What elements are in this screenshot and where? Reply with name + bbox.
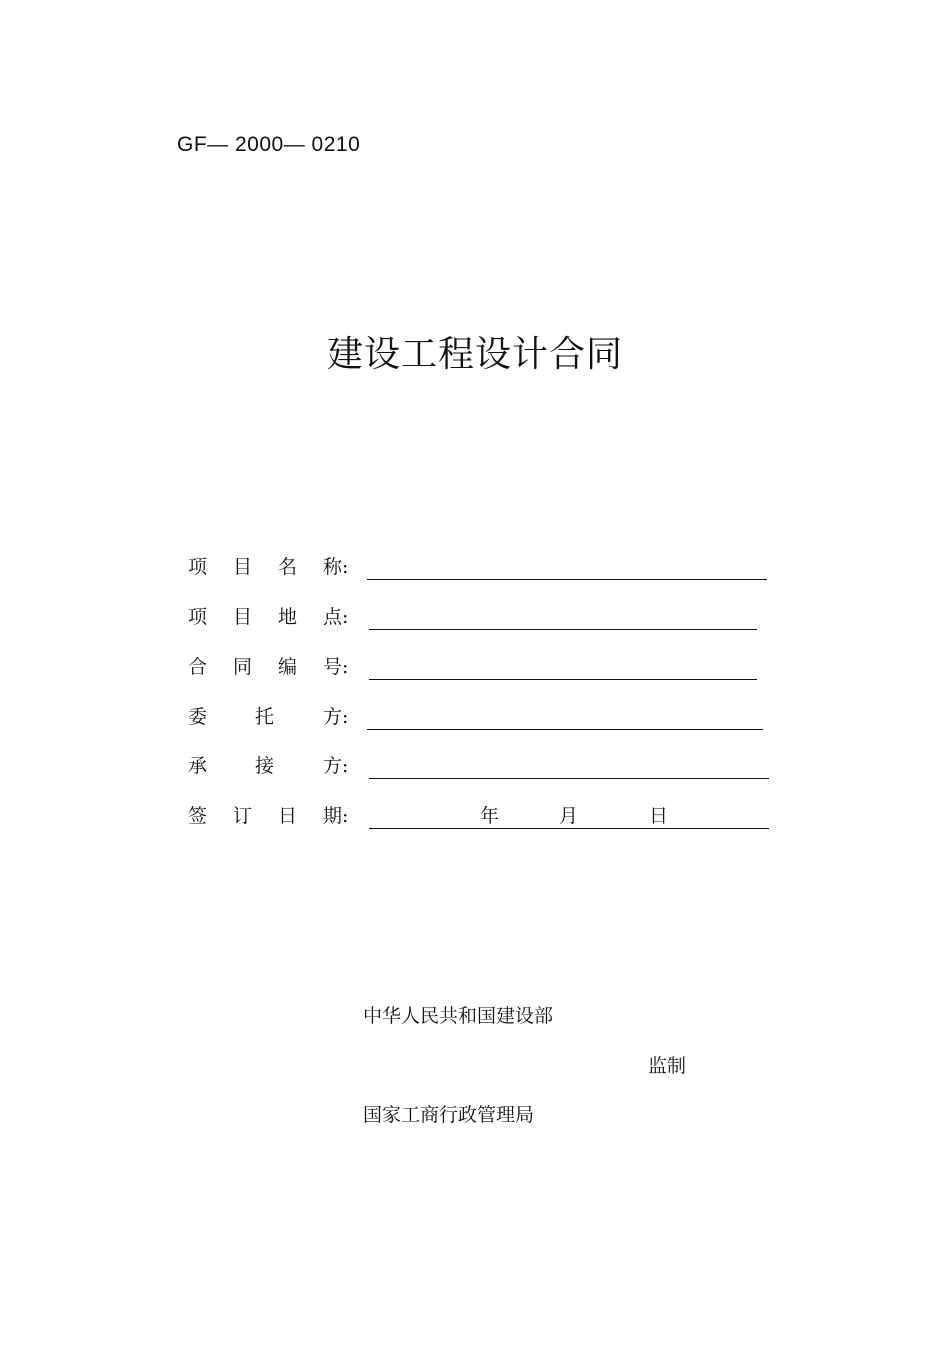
field-label	[188, 702, 354, 732]
field-label	[188, 751, 354, 781]
label-char: 项	[188, 606, 208, 628]
label-char: 接	[255, 755, 275, 777]
contract-number-blank[interactable]	[369, 679, 757, 680]
issuing-org-saic: 国家工商行政管理局	[363, 1104, 535, 1126]
label-char: 编	[278, 656, 298, 678]
date-day-label: 日	[649, 805, 669, 827]
label-char: 号	[323, 656, 343, 678]
label-char: 目	[233, 556, 253, 578]
label-char: 方	[323, 755, 343, 777]
label-char: 点	[323, 606, 343, 628]
date-month-label: 月	[559, 805, 579, 827]
label-char: 地	[278, 606, 298, 628]
label-colon: :	[342, 805, 349, 827]
project-name-blank[interactable]	[367, 579, 767, 580]
field-label	[188, 652, 354, 682]
document-code: GF— 2000— 0210	[177, 133, 361, 156]
label-char: 委	[188, 706, 208, 728]
field-label	[188, 552, 354, 582]
label-colon: :	[342, 706, 349, 728]
label-char: 合	[188, 656, 208, 678]
label-char: 称	[323, 556, 343, 578]
label-char: 目	[233, 606, 253, 628]
label-char: 方	[323, 706, 343, 728]
signing-date-blank[interactable]	[369, 828, 769, 829]
label-char: 签	[188, 805, 208, 827]
label-colon: :	[342, 656, 349, 678]
label-char: 名	[278, 556, 298, 578]
label-char: 项	[188, 556, 208, 578]
document-title: 建设工程设计合同	[326, 334, 623, 375]
label-char: 订	[233, 805, 253, 827]
label-char: 日	[278, 805, 298, 827]
label-char: 同	[233, 656, 253, 678]
field-label	[188, 602, 354, 632]
label-colon: :	[342, 606, 349, 628]
supervise-label: 监制	[648, 1055, 687, 1077]
client-blank[interactable]	[367, 729, 763, 730]
label-char: 期	[323, 805, 343, 827]
field-label	[188, 801, 354, 831]
project-location-blank[interactable]	[369, 629, 757, 630]
label-char: 承	[188, 755, 208, 777]
label-colon: :	[342, 755, 349, 777]
issuing-org-ministry: 中华人民共和国建设部	[363, 1005, 554, 1027]
date-year-label: 年	[480, 805, 500, 827]
contractor-blank[interactable]	[369, 778, 769, 779]
label-colon: :	[342, 556, 349, 578]
label-char: 托	[255, 706, 275, 728]
